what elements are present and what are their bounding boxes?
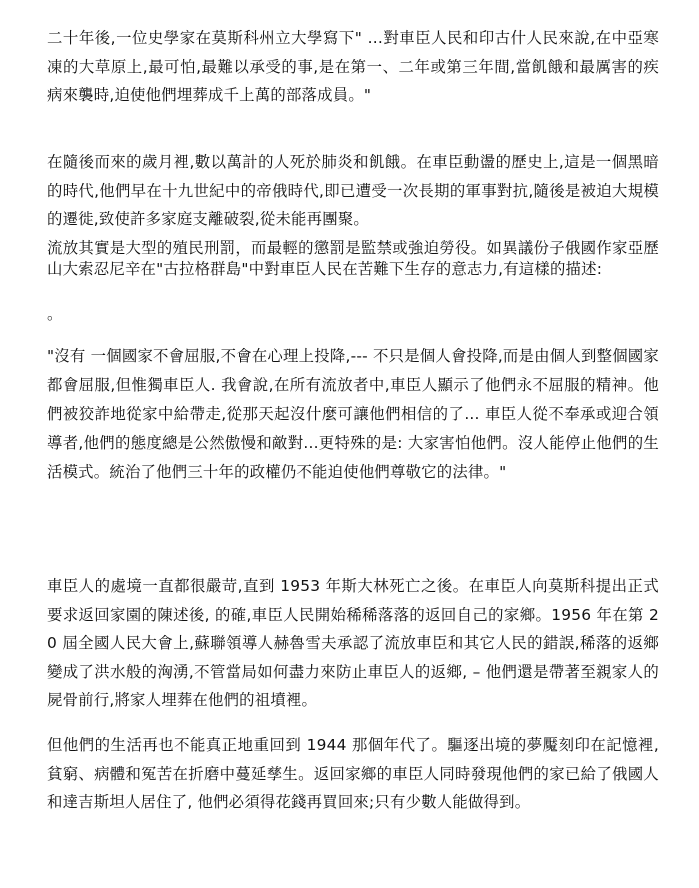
paragraph-dark-era: 在隨後而來的歲月裡,數以萬計的人死於肺炎和飢餓。在車臣動盪的歷史上,這是一個黑暗的時代,他們早在十九世紀中的帝俄時代,即已遭受一次長期的軍事對抗,隨後是被迫大規模的遷徙,致使許多家庭支離破裂,從未能再團聚。	[47, 153, 659, 228]
paragraph-exile-punishment: 流放其實是大型的殖民刑罰，而最輕的懲罰是監禁或強迫勞役。如異議份子俄國作家亞歷山大索忍尼辛在"古拉格群島"中對車臣人民在苦難下生存的意志力,有這樣的描述:	[47, 239, 659, 278]
paragraph-solzhenitsyn-quote: "沒有 一個國家不會屈服,不會在心理上投降,--- 不只是個人會投降,而是由個人到整個國家都會屈服,但惟獨車臣人. 我會說,在所有流放者中,車臣人顯示了他們永不屈服的精神。他們被狡詐地從家中給帶走,從那天起沒什麼可讓他們相信的了... 車臣人從不奉承或迎合領導者,他們的態度總是公然傲慢和敵對...更特殊的是: 大家害怕他們。沒人能停止他們的生活模式。統治了他們三十年的政權仍不能迫使他們尊敬它的法律。"	[47, 347, 659, 481]
paragraph-stray-mark: 。	[47, 305, 63, 323]
paragraph-return-after-stalin: 車臣人的處境一直都很嚴苛,直到 1953 年斯大林死亡之後。在車臣人向莫斯科提出正式要求返回家園的陳述後, 的確,車臣人民開始稀稀落落的返回自己的家鄉。1956 年在第 20 屆全國人民大會上,蘇聯領導人赫魯雪夫承認了流放車臣和其它人民的錯誤,稀落的返鄉變成了洪水般的洶湧,不管當局如何盡力來防止車臣人的返鄉, – 他們還是帶著至親家人的屍骨前行,將家人埋葬在他們的祖墳裡。	[47, 577, 659, 709]
paragraph-life-after-return: 但他們的生活再也不能真正地重回到 1944 那個年代了。驅逐出境的夢魘刻印在記憶裡,貧窮、病體和冤苦在折磨中蔓延孳生。返回家鄉的車臣人同時發現他們的家已給了俄國人和達吉斯坦人居住了, 他們必須得花錢再買回來;只有少數人能做得到。	[47, 736, 659, 811]
paragraph-historian-quote: 二十年後,一位史學家在莫斯科州立大學寫下" …對車臣人民和印古什人民來說,在中亞寒凍的大草原上,最可怕,最難以承受的事,是在第一、二年或第三年間,當飢餓和最厲害的疾病來襲時,迫使他們埋葬成千上萬的部落成員。"	[47, 29, 659, 104]
